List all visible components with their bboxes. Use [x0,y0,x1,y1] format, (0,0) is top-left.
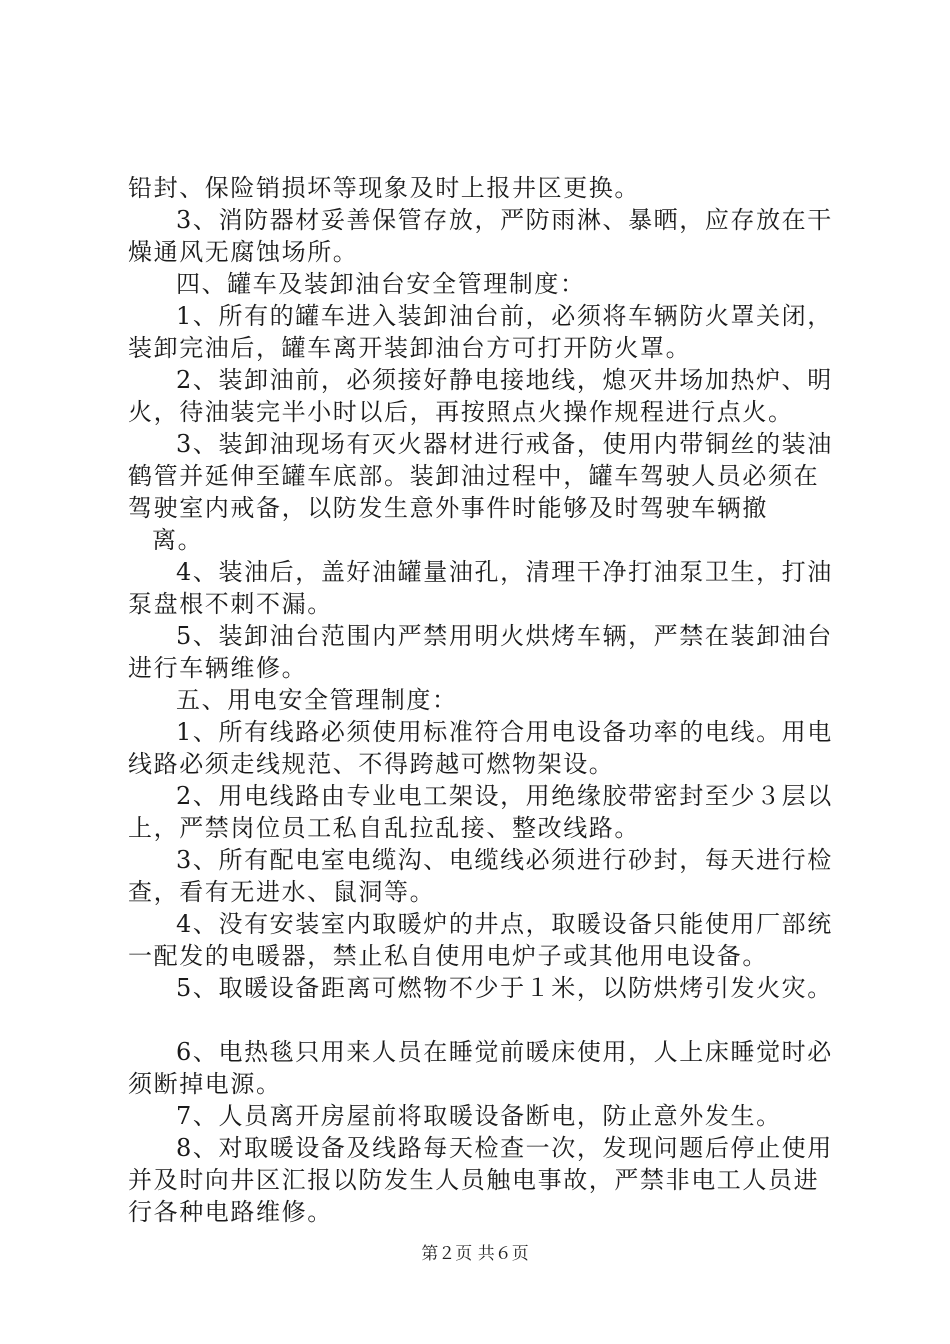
text-line: 4、没有安装室内取暖炉的井点，取暖设备只能使用厂部统 [176,910,833,938]
text-line: 2、装卸油前，必须接好静电接地线，熄灭井场加热炉、明 [176,366,833,394]
text-line: 鹤管并延伸至罐车底部。装卸油过程中，罐车驾驶人员必须在 [128,462,820,490]
blank-line [128,1004,828,1036]
section-heading: 四、罐车及装卸油台安全管理制度： [176,270,586,298]
page-number-footer: 第２页 共６页 [421,1244,529,1264]
section-heading: 五、用电安全管理制度： [176,686,458,714]
text-line: 须断掉电源。 [128,1070,282,1098]
text-line: 8、对取暖设备及线路每天检查一次，发现问题后停止使用 [176,1134,833,1162]
text-line: 查，看有无进水、鼠洞等。 [128,878,436,906]
text-line: 火，待油装完半小时以后，再按照点火操作规程进行点火。 [128,398,794,426]
text-line: 上，严禁岗位员工私自乱拉乱接、整改线路。 [128,814,640,842]
text-line: 5、取暖设备距离可燃物不少于１米，以防烘烤引发火灾。 [176,974,833,1002]
text-line: 3、消防器材妥善保管存放，严防雨淋、暴晒，应存放在干 [176,206,833,234]
text-line: 并及时向井区汇报以防发生人员触电事故，严禁非电工人员进 [128,1166,820,1194]
text-line: 进行车辆维修。 [128,654,308,682]
text-line: 5、装卸油台范围内严禁用明火烘烤车辆，严禁在装卸油台 [176,622,833,650]
text-line: 行各种电路维修。 [128,1198,333,1226]
text-line: 铅封、保险销损坏等现象及时上报井区更换。 [128,174,640,202]
text-line: 1、所有的罐车进入装卸油台前，必须将车辆防火罩关闭， [176,302,833,330]
text-line: 一配发的电暖器，禁止私自使用电炉子或其他用电设备。 [128,942,768,970]
text-line: 2、用电线路由专业电工架设，用绝缘胶带密封至少３层以 [176,782,833,810]
document-body [128,172,833,1228]
text-line: 3、所有配电室电缆沟、电缆线必须进行砂封，每天进行检 [176,846,833,874]
text-line: 装卸完油后，罐车离开装卸油台方可打开防火罩。 [128,334,692,362]
text-line: 泵盘根不刺不漏。 [128,590,333,618]
text-line: 驾驶室内戒备，以防发生意外事件时能够及时驾驶车辆撤 [128,494,768,522]
text-line: 线路必须走线规范、不得跨越可燃物架设。 [128,750,615,778]
text-line: 离。 [152,526,204,554]
text-line: 燥通风无腐蚀场所。 [128,238,359,266]
text-line: 7、人员离开房屋前将取暖设备断电，防止意外发生。 [176,1102,782,1130]
text-line: 6、电热毯只用来人员在睡觉前暖床使用，人上床睡觉时必 [176,1038,833,1066]
text-line: 3、装卸油现场有灭火器材进行戒备，使用内带铜丝的装油 [176,430,833,458]
text-line: 4、装油后，盖好油罐量油孔，清理干净打油泵卫生，打油 [176,558,833,586]
text-line: 1、所有线路必须使用标准符合用电设备功率的电线。用电 [176,718,833,746]
